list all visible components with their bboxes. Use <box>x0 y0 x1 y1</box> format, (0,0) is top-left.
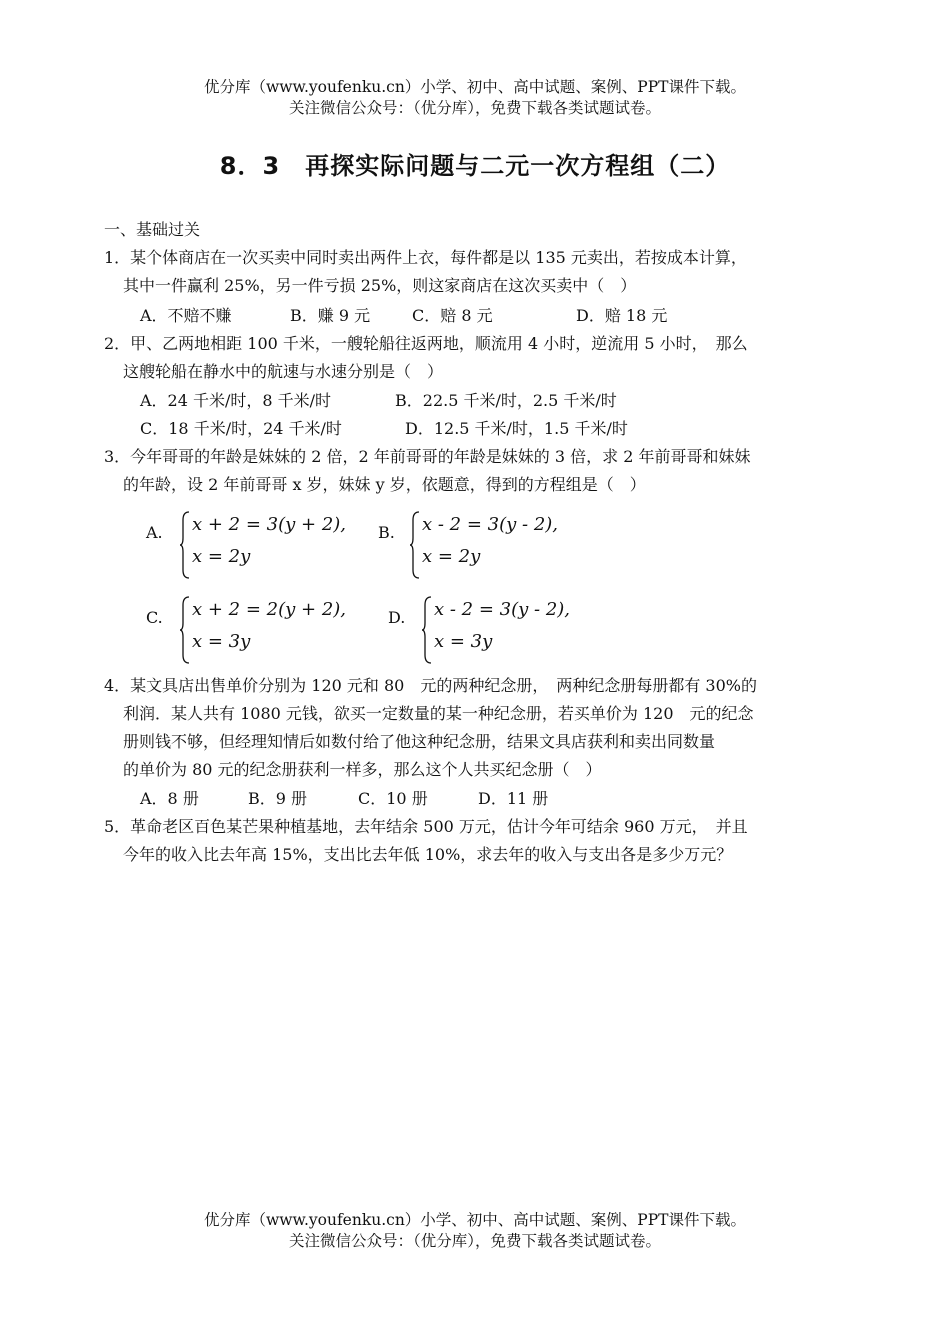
left-brace-icon <box>410 510 420 580</box>
question-3-option-c-system <box>180 595 380 665</box>
question-3-option-d-equation-1: x - 2 = 3(y - 2), <box>434 599 571 620</box>
question-3-option-b-equation-1: x - 2 = 3(y - 2), <box>422 514 559 535</box>
question-1-options <box>140 302 667 330</box>
question-3 <box>104 443 864 499</box>
header-line-2: 关注微信公众号：（优分库），免费下载各类试题试卷。 <box>288 99 661 117</box>
question-1-option-a: A．不赔不赚 <box>140 306 232 325</box>
question-1-option-b: B．赚 9 元 <box>290 306 371 325</box>
question-2-options-row-2 <box>140 415 628 443</box>
footer-line-1: 优分库（www.youfenku.cn）小学、初中、高中试题、案例、PPT课件下载。 <box>203 1211 747 1229</box>
question-4 <box>104 672 864 784</box>
question-3-option-c-equation-2: x = 3y <box>192 631 251 652</box>
question-1-option-d: D．赔 18 元 <box>576 306 668 325</box>
question-3-option-b-system <box>410 510 610 580</box>
left-brace-icon <box>180 595 190 665</box>
footer-line-2: 关注微信公众号：（优分库），免费下载各类试题试卷。 <box>288 1232 661 1250</box>
question-3-option-c-equation-1: x + 2 = 2(y + 2), <box>192 599 347 620</box>
question-4-option-c: C．10 册 <box>358 789 428 808</box>
question-3-option-d-equation-2: x = 3y <box>434 631 493 652</box>
question-2-line-1: 2．甲、乙两地相距 100 千米，一艘轮船往返两地，顺流用 4 小时，逆流用 5 小时， 那么 <box>104 334 748 353</box>
question-4-option-d: D．11 册 <box>478 789 549 808</box>
question-3-option-a-label: A. <box>146 523 163 542</box>
question-4-line-2: 利润．某人共有 1080 元钱，欲买一定数量的某一种纪念册，若买单价为 120 元的纪念 <box>123 704 754 723</box>
question-2-line-2: 这艘轮船在静水中的航速与水速分别是（ ） <box>123 362 444 381</box>
question-3-option-a-equation-2: x = 2y <box>192 546 251 567</box>
question-3-option-d-system <box>422 595 622 665</box>
question-3-line-2: 的年龄，设 2 年前哥哥 x 岁，妹妹 y 岁，依题意，得到的方程组是（ ） <box>123 475 646 494</box>
question-3-option-b-equation-2: x = 2y <box>422 546 481 567</box>
question-3-option-a-system <box>180 510 380 580</box>
question-1 <box>104 244 864 300</box>
question-2-option-a: A．24 千米/时，8 千米/时 <box>140 391 332 410</box>
question-3-option-c-label: C. <box>146 608 163 627</box>
section-heading: 一、基础过关 <box>104 220 201 239</box>
question-2 <box>104 330 864 386</box>
question-5-line-1: 5．革命老区百色某芒果种植基地，去年结余 500 万元，估计今年可结余 960 万元， 并且 <box>104 817 748 836</box>
page-title: 8．3 再探实际问题与二元一次方程组（二） <box>219 152 731 180</box>
question-5 <box>104 813 864 869</box>
question-1-option-c: C．赔 8 元 <box>412 306 493 325</box>
question-2-option-d: D．12.5 千米/时，1.5 千米/时 <box>405 419 628 438</box>
left-brace-icon <box>180 510 190 580</box>
question-3-option-d-label: D. <box>388 608 406 627</box>
header-line-1: 优分库（www.youfenku.cn）小学、初中、高中试题、案例、PPT课件下载。 <box>203 78 747 96</box>
question-4-line-1: 4．某文具店出售单价分别为 120 元和 80 元的两种纪念册， 两种纪念册每册都有 30%的 <box>104 676 757 695</box>
question-4-line-3: 册则钱不够，但经理知情后如数付给了他这种纪念册，结果文具店获利和卖出同数量 <box>123 732 716 751</box>
question-3-option-a-equation-1: x + 2 = 3(y + 2), <box>192 514 347 535</box>
question-1-line-2: 其中一件赢利 25%，另一件亏损 25%，则这家商店在这次买卖中（ ） <box>123 276 637 295</box>
question-1-line-1: 1．某个体商店在一次买卖中同时卖出两件上衣，每件都是以 135 元卖出，若按成本计算， <box>104 248 747 267</box>
page-footer <box>0 1210 950 1252</box>
question-3-line-1: 3．今年哥哥的年龄是妹妹的 2 倍，2 年前哥哥的年龄是妹妹的 3 倍，求 2 年前哥哥和妹妹 <box>104 447 751 466</box>
left-brace-icon <box>422 595 432 665</box>
question-2-options-row-1 <box>140 387 617 415</box>
question-2-option-c: C．18 千米/时，24 千米/时 <box>140 419 342 438</box>
question-3-option-b-label: B. <box>378 523 395 542</box>
page-header <box>0 77 950 119</box>
question-4-line-4: 的单价为 80 元的纪念册获利一样多，那么这个人共买纪念册（ ） <box>123 760 602 779</box>
question-5-line-2: 今年的收入比去年高 15%，支出比去年低 10%，求去年的收入与支出各是多少万元？ <box>123 845 733 864</box>
question-4-option-b: B．9 册 <box>248 789 308 808</box>
question-2-option-b: B．22.5 千米/时，2.5 千米/时 <box>395 391 617 410</box>
question-4-options <box>140 785 548 813</box>
question-4-option-a: A．8 册 <box>140 789 199 808</box>
